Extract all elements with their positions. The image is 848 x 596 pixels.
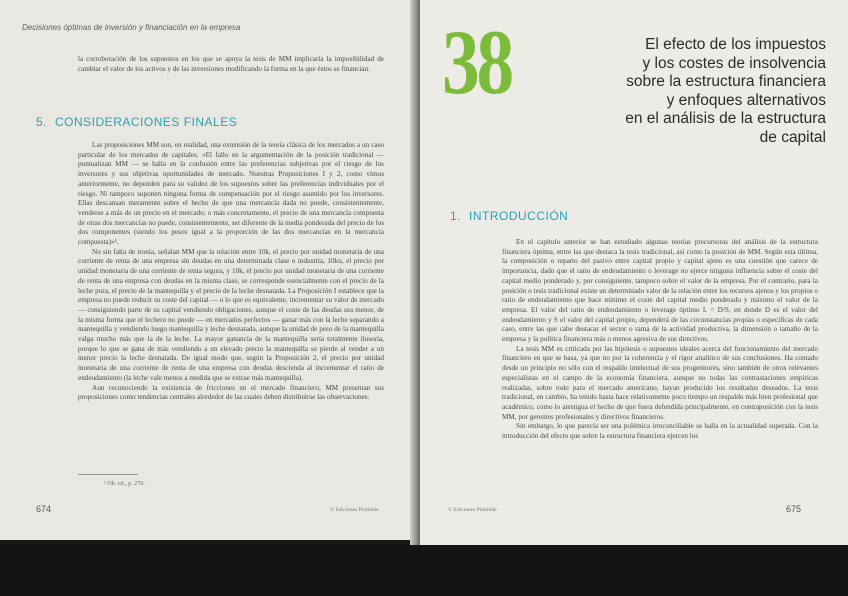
chapter-title-line: en el análisis de la estructura — [625, 110, 826, 127]
chapter-title-line: y enfoques alternativos — [666, 91, 826, 109]
chapter-title-line: El efecto de los impuestos — [645, 36, 826, 53]
paragraph: En el capítulo anterior se han estudiado algunas teorías precursoras del análisis de la estructura financiera óptima, entre las que destaca la tesis tradicional, así como la posición de MM. Según esta última, la composición o reparto del pasivo entre capital propio y capital ajeno es una cuestión que carece de importancia, dado que el ratio de endeudamiento o leverage no ejerce ninguna influencia sobre el coste del capital medio ponderado y, por consiguiente, tampoco sobre el valor de la empresa. Por el contrario, para la posición o tesis tradicional existe un determinado valor de la relación entre los recursos ajenos y los propios o ratio de endeudamiento que hace mínimo el coste del capital medio ponderado y máximo el valor de la empresa. El valor del ratio de endeudamiento o leverage óptimo L = D/S, en donde D es el valor del endeudamiento y S el valor del capital propio, dependerá de las circunstancias propias o específicas de cada caso, entre las que cabe destacar el sector o rama de la actividad productiva, la dimensión o tamaño de la empresa y la política financiera más o menos agresiva de sus directivos. — [502, 238, 818, 344]
right-page — [420, 0, 848, 545]
footnote: ¹ Ob. cit., p. 279. — [104, 481, 145, 487]
publisher-credit: © Ediciones Pirámide — [330, 507, 379, 513]
chapter-title — [496, 36, 826, 147]
body-text — [502, 238, 818, 442]
section-title: INTRODUCCIÓN — [469, 209, 569, 223]
page-number: 675 — [786, 504, 802, 514]
section-number: 5. — [36, 115, 48, 129]
left-page — [0, 0, 416, 540]
background-edge — [0, 545, 848, 596]
footnote-rule — [78, 474, 138, 475]
section-number: 1. — [450, 209, 462, 223]
paragraph: Las proposiciones MM son, en realidad, una extensión de la teoría clásica de los mercados a un caso particular de los mercados de capitales. «El fallo en la argumentación de la posición tradicional — puntualizan MM — se halla en la confusión entre las preferencias subjetivas por el riesgo de los inversores y sus objetivas oportunidades de mercado. Nuestras Proposiciones I y 2, como vimos anteriormente, no dependen para su validez de los supuestos sobre las preferencias individuales por el riesgo. Ni tampoco suponen ninguna forma de compensación por el riesgo asumido por los inversores. Ellas descansan meramente sobre el hecho de que una mercancía dada no puede, consistentemente, venderse a más de un precio en el mercado; o más concretamente, el precio de una mercancía compuesta de otras dos mercancías no puede, consistentemente, ser diferente de la media ponderada del precio de los dos componentes (siendo los pesos igual a la proporción de las dos mercancías en la mercancía compuesta)»¹. — [78, 141, 384, 247]
chapter-title-line: y los costes de insolvencia — [642, 54, 826, 72]
body-text — [78, 141, 384, 403]
running-head: Decisiones óptimas de inversión y financiación en la empresa — [22, 23, 241, 32]
continuation-paragraph: la corroboración de los supuestos en los que se apoya la tesis de MM implicaría la imposibilidad de cambiar el valor de los activos y de las inversiones modificando la forma en la que éstos se financian. — [78, 55, 384, 73]
section-title: CONSIDERACIONES FINALES — [55, 115, 238, 129]
chapter-number: 38 — [442, 11, 511, 113]
chapter-title-line: sobre la estructura financiera — [626, 73, 826, 90]
paragraph: Aun reconociendo la existencia de fricciones en el mercado financiero, MM presentan sus proposiciones como tendencias centrales alrededor de las cuales deben distribuirse las observaciones. — [78, 383, 384, 402]
paragraph: No sin falta de ironía, señalan MM que la relación entre 10k, el precio por unidad monetaria de una corriente de renta de una empresa sin deudas en una determinada clase o industria, 10ku, el precio por unidad monetaria de una corriente de renta segura, y 10k, el precio por unidad monetaria de una corriente de renta de una empresa con deudas en la misma clase, se corresponde esencialmente con el precio de la leche pura, el precio de la mantequilla y el precio de la leche desnatada. La Proposición I establece que la empresa no puede reducir su coste del capital — o lo que es equivalente, incrementar su valor de mercado — consiguiendo parte de su capital vendiendo obligaciones, aunque el coste de las deudas sea menor, de la misma forma que el lechero no puede — en mercados perfectos — ganar más con la leche separando a mantequilla y vendiendo luego mantequilla y leche desnatada, aunque la unidad de peso de la mantequilla valga mucho más que la de la leche. La mayor ganancia de la mantequilla sería totalmente ilusoria, porque lo que se gana de más vendiendo a un elevado precio la mantequilla se pierde al vender a un menor precio la leche desnatada. De igual modo que, según la Proposición 2, el precio por unidad monetaria de una corriente de renta de una empresa con deudas descienda al incrementar el ratio de endeudamiento (la leche vale menos a medida que se extrae más mantequilla). — [78, 247, 384, 382]
section-heading — [36, 115, 237, 129]
publisher-credit: © Ediciones Pirámide — [448, 507, 497, 513]
section-heading — [450, 209, 568, 223]
paragraph: La tesis MM es criticada por las hipótesis o supuestos ideales acerca del funcionamiento del mercado financiero en que se basa, ya que no por la coherencia y el rigor analítico de sus conclusiones. Ha contado desde un principio no sólo con el respaldo intelectual de sus progenitores, sino también de otros relevantes especialistas en el campo de la economía financiera, aunque no todas las contrastaciones empíricas realizadas, sobre todo para el mercado americano, hayan producido los resultados deseados. La tesis tradicional, en cambio, ha tenido hasta hace relativamente poco tiempo un respaldo más bien profesional que académico, como lo atestigua el hecho de que fuera defendida principalmente, en contraposición con la tesis MM, por gerentes profesionales y directivos financieros. — [502, 344, 818, 421]
paragraph: Sin embargo, lo que parecía ser una polémica irreconciliable se halla en la actualidad superada. Con la introducción del efecto que sobre la estructura financiera ejercen los — [502, 422, 818, 441]
page-number: 674 — [36, 504, 52, 514]
chapter-title-line: de capital — [759, 128, 826, 146]
